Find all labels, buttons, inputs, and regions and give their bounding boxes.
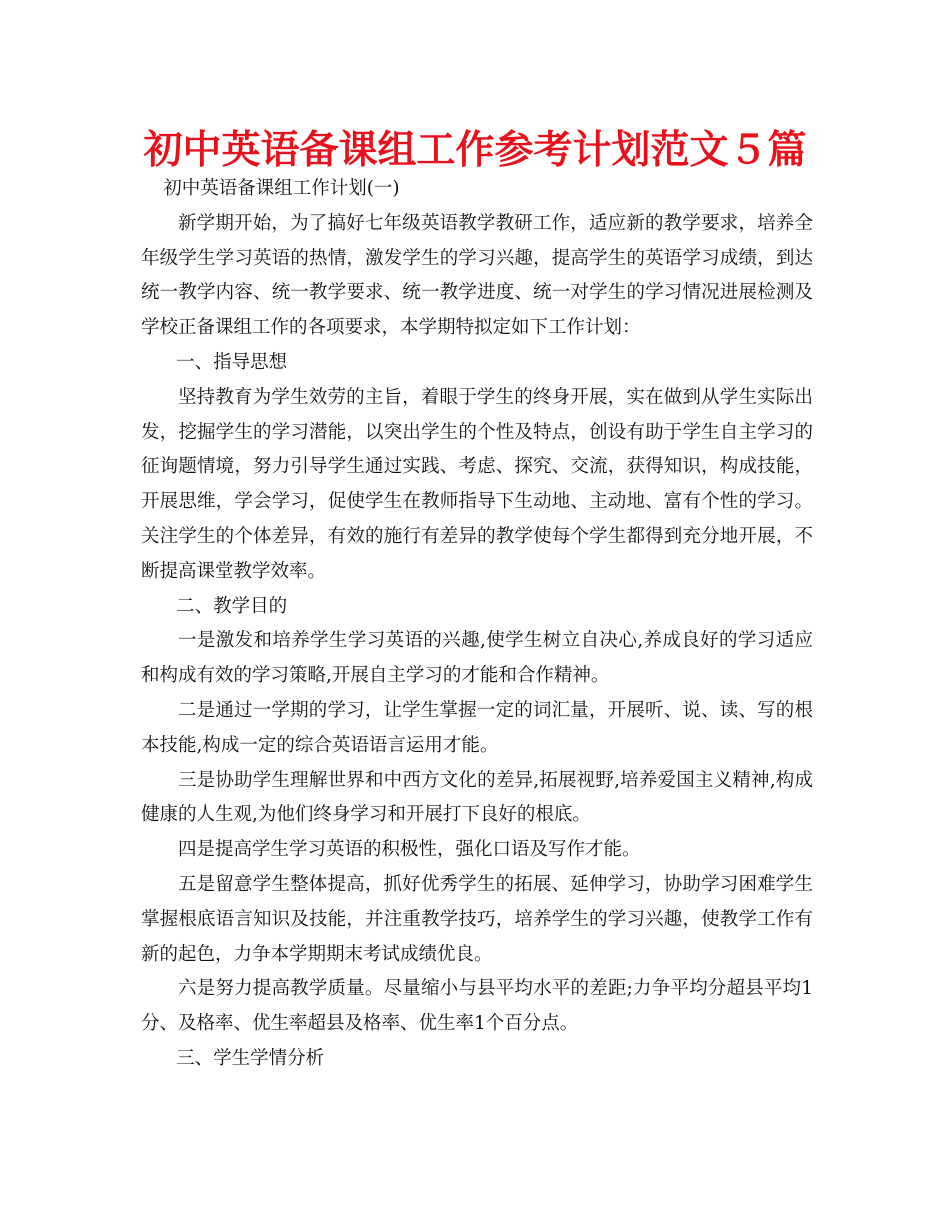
paragraph-goal-2: 二是通过一学期的学习，让学生掌握一定的词汇量，开展听、说、读、写的根本技能,构成一定的综合英语语言运用才能。	[141, 699, 813, 756]
paragraph-guiding-ideology: 坚持教育为学生效劳的主旨，着眼于学生的终身开展，实在做到从学生实际出发，挖掘学生的学习潜能，以突出学生的个性及特点，创设有助于学生自主学习的征询题情境，努力引导学生通过实践、考虑、探究、交流，获得知识，构成技能，开展思维，学会学习，促使学生在教师指导下生动地、主动地、富有个性的学习。关注学生的个体差异，有效的施行有差异的教学使每个学生都得到充分地开展，不断提高课堂教学效率。	[141, 386, 813, 582]
section-subtitle: 初中英语备课组工作计划(一)	[163, 178, 400, 199]
section-heading-student-analysis: 三、学生学情分析	[176, 1047, 325, 1069]
document-body	[141, 172, 813, 1077]
document-title: 初中英语备课组工作参考计划范文５篇	[143, 127, 807, 173]
section-heading-teaching-goals: 二、教学目的	[176, 595, 288, 617]
paragraph-goal-5: 五是留意学生整体提高，抓好优秀学生的拓展、延伸学习，协助学习困难学生掌握根底语言知识及技能，并注重教学技巧，培养学生的学习兴趣，使教学工作有新的起色，力争本学期期末考试成绩优良。	[141, 873, 813, 965]
paragraph-intro: 新学期开始，为了搞好七年级英语教学教研工作，适应新的教学要求，培养全年级学生学习英语的热情，激发学生的学习兴趣，提高学生的英语学习成绩，到达统一教学内容、统一教学要求、统一教学进度、统一对学生的学习情况进展检测及学校正备课组工作的各项要求，本学期特拟定如下工作计划：	[141, 212, 813, 339]
paragraph-goal-1: 一是激发和培养学生学习英语的兴趣,使学生树立自决心,养成良好的学习适应和构成有效的学习策略,开展自主学习的才能和合作精神。	[141, 630, 813, 687]
paragraph-goal-6: 六是努力提高教学质量。尽量缩小与县平均水平的差距;力争平均分超县平均1分、及格率、优生率超县及格率、优生率1个百分点。	[141, 978, 813, 1035]
section-heading-guiding-ideology: 一、指导思想	[176, 351, 288, 373]
paragraph-goal-4: 四是提高学生学习英语的积极性，强化口语及写作才能。	[178, 839, 641, 861]
paragraph-goal-3: 三是协助学生理解世界和中西方文化的差异,拓展视野,培养爱国主义精神,构成健康的人生观,为他们终身学习和开展打下良好的根底。	[141, 769, 813, 826]
